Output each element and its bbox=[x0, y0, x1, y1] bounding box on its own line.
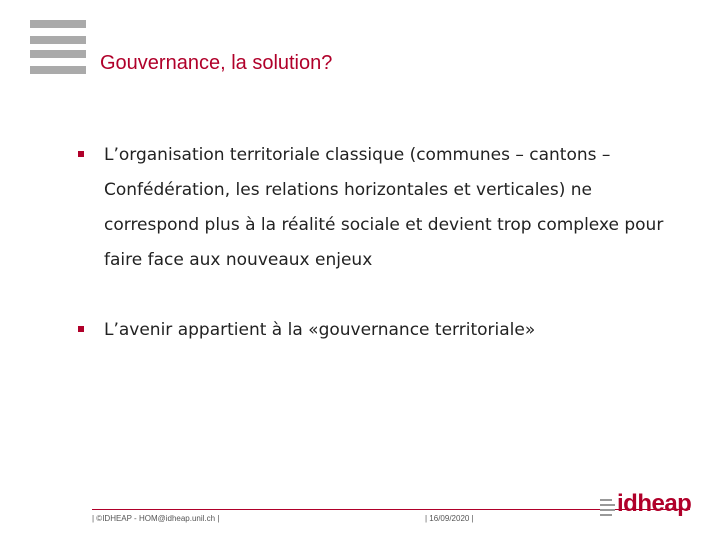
bullet-text: L’avenir appartient à la «gouvernance territoriale» bbox=[104, 320, 536, 340]
footer-copyright: | ©IDHEAP - HOM@idheap.unil.ch | bbox=[92, 514, 220, 523]
bullet-item bbox=[78, 313, 678, 348]
slide-title: Gouvernance, la solution? bbox=[100, 52, 333, 74]
logo-wordmark: idheap bbox=[617, 490, 692, 517]
bullet-text: L’organisation territoriale classique (communes – cantons – Confédération, les relations horizontales et verticales) ne correspond plus à la réalité sociale et devient trop complexe pour faire face aux nouveaux enjeux bbox=[104, 145, 664, 270]
decoration-bar bbox=[30, 36, 86, 44]
bullet-square-icon bbox=[78, 326, 84, 332]
idheap-logo bbox=[600, 490, 692, 524]
decoration-bar bbox=[30, 66, 86, 74]
footer-date: | 16/09/2020 | bbox=[425, 514, 474, 523]
decoration-bar bbox=[30, 50, 86, 58]
bullet-square-icon bbox=[78, 151, 84, 157]
bullet-item bbox=[78, 138, 678, 278]
bullet-list bbox=[78, 138, 678, 348]
decoration-bar bbox=[30, 20, 86, 28]
